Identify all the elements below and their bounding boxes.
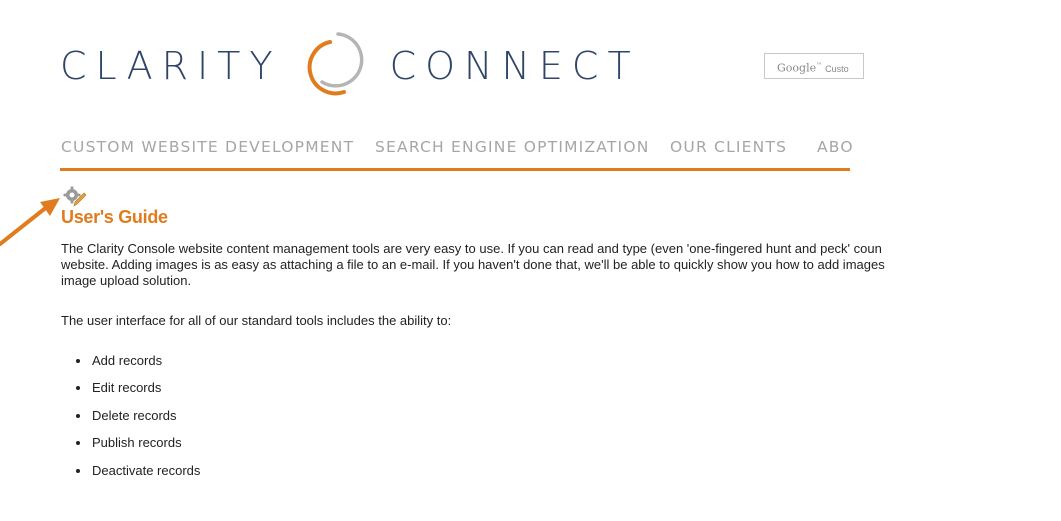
google-brand: Google (777, 61, 817, 75)
logo-word-connect: CONNECT (389, 44, 640, 88)
nav-item-seo[interactable]: SEARCH ENGINE OPTIMIZATION (375, 138, 650, 156)
list-item: Deactivate records (61, 462, 200, 489)
features-list (61, 352, 200, 489)
nav-divider (60, 168, 850, 171)
google-tm: ™ (816, 62, 823, 69)
features-intro: The user interface for all of our standard tools includes the ability to: (61, 313, 452, 328)
orange-arrow-icon (0, 190, 70, 260)
intro-line-3: image upload solution. (61, 273, 192, 288)
list-item: Publish records (61, 434, 200, 461)
intro-line-2: website. Adding images is as easy as attaching a file to an e-mail. If you haven't done that, we'll be able to quickly show you how to add images (61, 257, 885, 272)
nav-item-about[interactable]: ABO (817, 138, 854, 156)
google-search-input[interactable] (764, 53, 864, 79)
nav-item-custom-website-development[interactable]: CUSTOM WEBSITE DEVELOPMENT (61, 138, 355, 156)
nav-item-our-clients[interactable]: OUR CLIENTS (670, 138, 788, 156)
list-item: Edit records (61, 379, 200, 406)
site-logo[interactable] (60, 30, 640, 102)
search-placeholder: Custo (825, 63, 849, 74)
logo-ring-icon (292, 30, 376, 102)
intro-line-1: The Clarity Console website content management tools are very easy to use. If you can read and type (even 'one-fingered hunt and peck' coun (61, 241, 882, 256)
list-item: Delete records (61, 407, 200, 434)
list-item: Add records (61, 352, 200, 379)
main-nav (0, 138, 854, 158)
logo-word-clarity: CLARITY (60, 44, 282, 88)
page-title: User's Guide (61, 207, 168, 227)
